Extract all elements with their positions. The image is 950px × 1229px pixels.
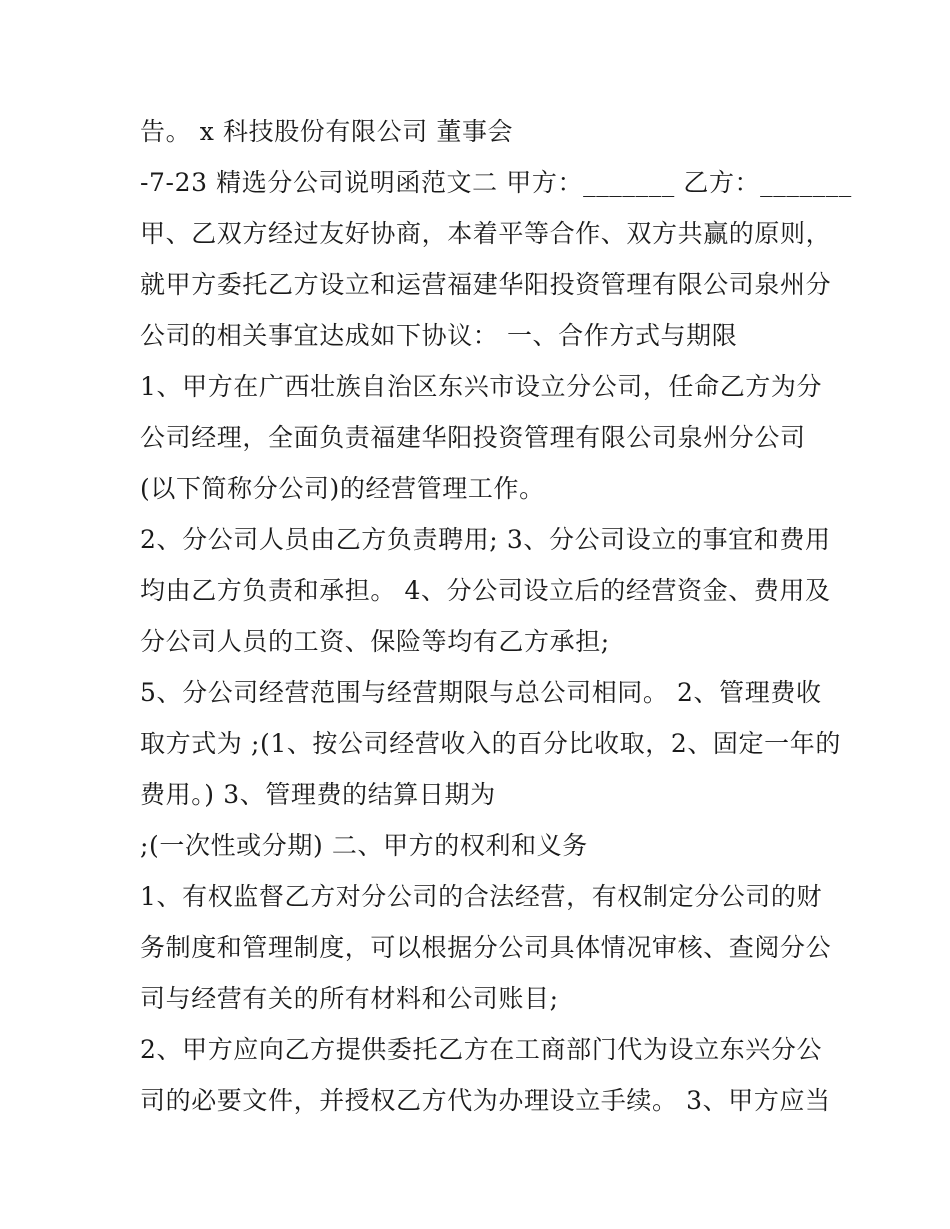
text-line: 司与经营有关的所有材料和公司账目;: [140, 984, 559, 1013]
text-line: 分公司人员的工资、保险等均有乙方承担;: [140, 627, 610, 656]
text-line: 甲、乙双方经过友好协商，本着平等合作、双方共赢的原则，: [140, 219, 832, 248]
text-line: 2、甲方应向乙方提供委托乙方在工商部门代为设立东兴分公: [140, 1035, 823, 1064]
text-line: 务制度和管理制度，可以根据分公司具体情况审核、查阅分公: [140, 933, 832, 962]
document-body: [140, 106, 852, 1126]
text-line: 就甲方委托乙方设立和运营福建华阳投资管理有限公司泉州分: [140, 270, 832, 299]
text-line: (以下简称分公司)的经营管理工作。: [140, 474, 545, 503]
text-line: 公司经理，全面负责福建华阳投资管理有限公司泉州分公司: [140, 423, 806, 452]
text-line: 1、甲方在广西壮族自治区东兴市设立分公司，任命乙方为分: [140, 372, 823, 401]
text-line: 公司的相关事宜达成如下协议： 一、合作方式与期限: [140, 321, 738, 350]
text-line: -7-23 精选分公司说明函范文二 甲方：_______ 乙方：_______: [140, 168, 852, 197]
text-line: 告。 x 科技股份有限公司 董事会: [140, 117, 514, 146]
text-line: 5、分公司经营范围与经营期限与总公司相同。 2、管理费收: [140, 678, 822, 707]
text-line: 1、有权监督乙方对分公司的合法经营，有权制定分公司的财: [140, 882, 823, 911]
text-line: 均由乙方负责和承担。 4、分公司设立后的经营资金、费用及: [140, 576, 831, 605]
text-line: ;(一次性或分期) 二、甲方的权利和义务: [140, 831, 588, 860]
text-line: 司的必要文件，并授权乙方代为办理设立手续。 3、甲方应当: [140, 1086, 831, 1115]
text-line: 费用。) 3、管理费的结算日期为: [140, 780, 496, 809]
text-line: 取方式为 ;(1、按公司经营收入的百分比收取，2、固定一年的: [140, 729, 841, 758]
text-line: 2、分公司人员由乙方负责聘用; 3、分公司设立的事宜和费用: [140, 525, 831, 554]
